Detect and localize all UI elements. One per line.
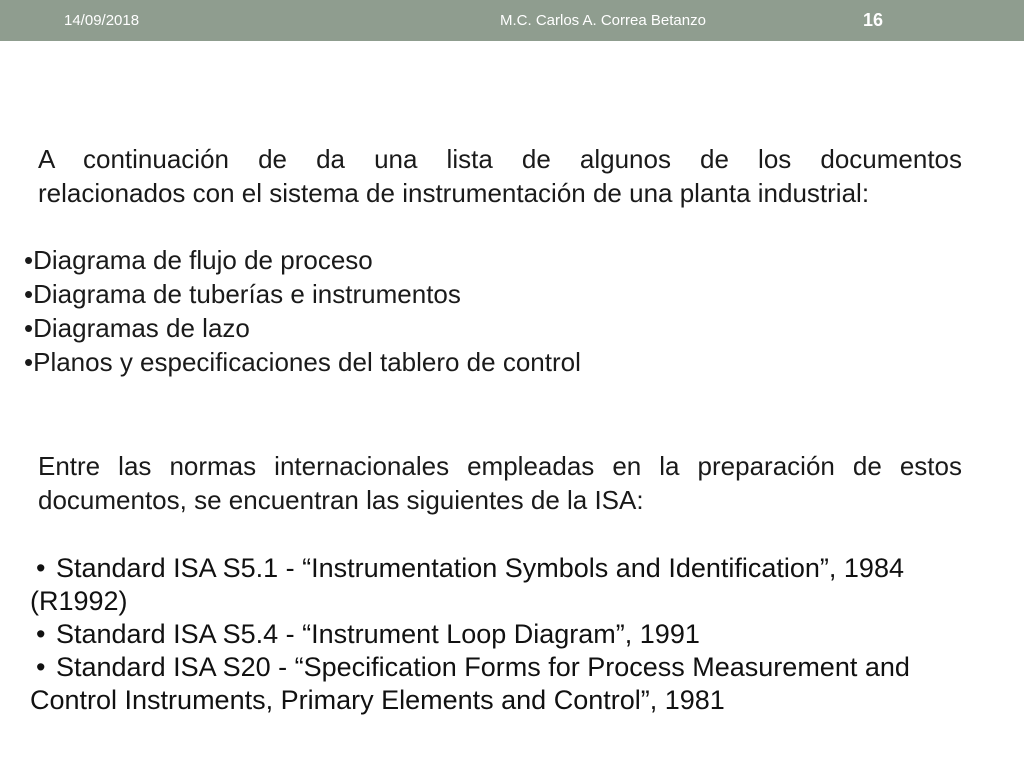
norms-intro-paragraph	[38, 449, 962, 517]
isa-standard-text: Standard ISA S5.1 - “Instrumentation Symbols and Identification”, 1984	[56, 553, 904, 583]
document-item: •Diagrama de flujo de proceso	[24, 245, 373, 275]
isa-standard-text: Standard ISA S5.4 - “Instrument Loop Diagram”, 1991	[56, 619, 700, 649]
isa-standard-text: Control Instruments, Primary Elements and Control”, 1981	[30, 685, 725, 715]
document-list	[24, 243, 581, 379]
intro-paragraph	[38, 142, 962, 210]
norms-intro-line-1: Entre las normas internacionales empleadas en la preparación de estos	[38, 451, 962, 481]
slide-header-bar	[0, 0, 1024, 41]
isa-standard-continuation	[30, 585, 996, 618]
norms-intro-line-2: documentos, se encuentran las siguientes de la ISA:	[38, 485, 644, 515]
intro-line-1: A continuación de da una lista de algunos de los documentos	[38, 144, 962, 174]
slide-page-number: 16	[863, 10, 884, 30]
isa-standards-list	[30, 552, 996, 717]
isa-standards-image	[30, 552, 996, 732]
isa-standard-continuation	[30, 684, 996, 717]
intro-line-2: relacionados con el sistema de instrumentación de una planta industrial:	[38, 178, 870, 208]
bullet: •	[36, 553, 46, 583]
slide-author: M.C. Carlos A. Correa Betanzo	[500, 12, 706, 29]
isa-standard-item	[30, 651, 996, 684]
slide-date: 14/09/2018	[64, 12, 140, 29]
document-item: •Planos y especificaciones del tablero de control	[24, 347, 581, 377]
document-item: •Diagrama de tuberías e instrumentos	[24, 279, 461, 309]
isa-standard-text: Standard ISA S20 - “Specification Forms for Process Measurement and	[56, 652, 910, 682]
isa-standard-item	[30, 618, 996, 651]
document-item: •Diagramas de lazo	[24, 313, 250, 343]
bullet: •	[36, 652, 46, 682]
isa-standard-text: (R1992)	[30, 586, 128, 616]
isa-standard-item	[30, 552, 996, 585]
bullet: •	[36, 619, 46, 649]
